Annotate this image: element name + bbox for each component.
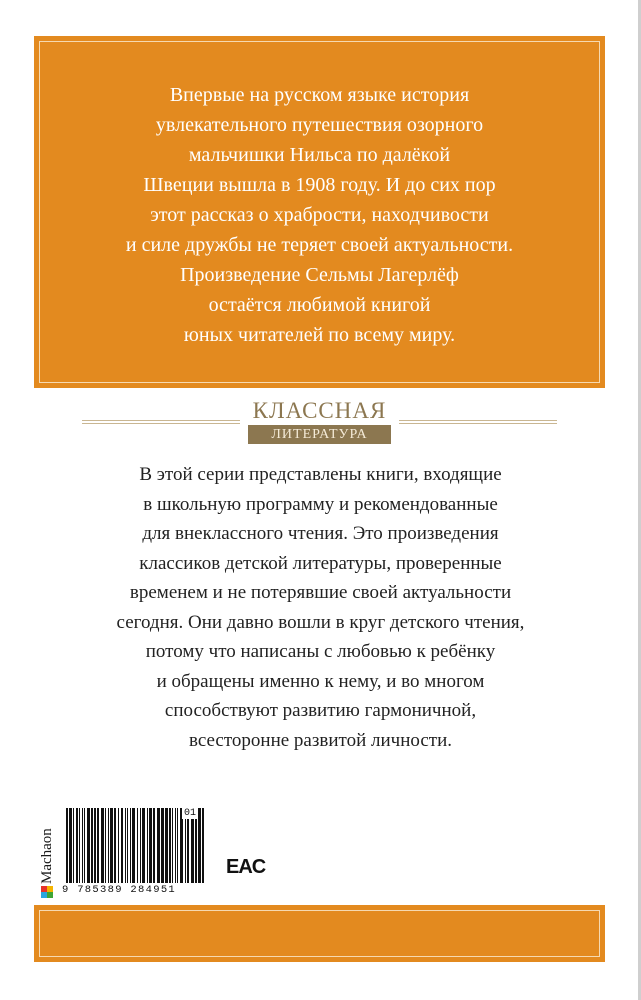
barcode-bar xyxy=(157,808,160,883)
barcode-bar xyxy=(130,808,131,883)
barcode-bar xyxy=(66,808,68,883)
annotation-line: увлекательного путешествия озорного xyxy=(155,114,484,136)
barcode-bar xyxy=(87,808,90,883)
barcode-digits: 9 785389 284951 xyxy=(62,884,177,896)
annotation-line: мальчишки Нильса по далёкой xyxy=(188,144,451,166)
bottom-strip-frame xyxy=(39,910,600,957)
barcode-bar xyxy=(202,808,204,883)
bottom-decor-strip xyxy=(34,905,605,962)
barcode-bar xyxy=(108,808,109,883)
series-title: КЛАССНАЯ xyxy=(252,398,387,423)
isbn-barcode xyxy=(64,808,206,883)
annotation-line: Впервые на русском языке история xyxy=(169,84,470,106)
description-line: способствуют развитию гармоничной, xyxy=(164,700,477,721)
series-description xyxy=(0,460,641,755)
barcode-bar xyxy=(84,808,85,883)
description-line: и обращены именно к нему, и во многом xyxy=(156,670,485,692)
barcode-bar xyxy=(105,808,106,883)
barcode-bar xyxy=(140,808,141,883)
barcode-bar xyxy=(142,808,145,883)
barcode-bar xyxy=(114,808,116,883)
barcode-bar xyxy=(97,808,99,883)
barcode-bar xyxy=(187,808,189,883)
barcode-bar xyxy=(180,808,183,883)
barcode-bar xyxy=(177,808,178,883)
barcode-bar xyxy=(195,808,197,883)
barcode-bar xyxy=(191,808,194,883)
description-line: временем и не потерявшие своей актуальности xyxy=(129,582,512,603)
description-line: классиков детской литературы, проверенные xyxy=(139,552,502,574)
barcode-bar xyxy=(161,808,164,883)
barcode-addon: 01 xyxy=(184,808,197,819)
description-line: всесторонне развитой личности. xyxy=(189,729,452,751)
publisher-logo-icon xyxy=(41,886,53,898)
annotation-line: этот рассказ о храбрости, находчивости xyxy=(150,204,489,226)
barcode-bar xyxy=(118,808,119,883)
barcode-bar xyxy=(147,808,148,883)
barcode-bar xyxy=(175,808,176,883)
annotation-line: Швеции вышла в 1908 году. И до сих пор xyxy=(143,174,496,196)
description-line: в школьную программу и рекомендованные xyxy=(143,493,498,515)
description-line: сегодня. Они давно вошли в круг детского чтения, xyxy=(116,611,525,633)
barcode-bar xyxy=(69,808,72,883)
publisher-logo xyxy=(36,808,58,898)
barcode-bar xyxy=(185,808,186,883)
barcode-bar xyxy=(198,808,201,883)
series-subtitle-plate: ЛИТЕРАТУРА xyxy=(248,425,391,444)
barcode-bar xyxy=(73,808,74,883)
annotation-line: юных читателей по всему миру. xyxy=(183,324,456,346)
annotation-text xyxy=(34,80,605,350)
publisher-name: Machaon xyxy=(39,828,55,884)
barcode-bar xyxy=(121,808,123,883)
barcode-bar xyxy=(79,808,80,883)
barcode-bar xyxy=(132,808,135,883)
annotation-panel xyxy=(34,36,605,388)
description-line: для внеклассного чтения. Это произведения xyxy=(142,523,499,544)
barcode-bar xyxy=(169,808,171,883)
barcode-bar xyxy=(172,808,173,883)
barcode-bar xyxy=(91,808,93,883)
barcode-bar xyxy=(165,808,168,883)
description-line: В этой серии представлены книги, входящие xyxy=(139,464,502,485)
annotation-line: и силе дружбы не теряет своей актуальности. xyxy=(125,234,514,256)
barcode-bar xyxy=(153,808,155,883)
eac-certification-mark: EAC xyxy=(226,856,266,878)
barcode-bar xyxy=(149,808,152,883)
annotation-line: остаётся любимой книгой xyxy=(208,294,431,316)
logo-quadrant xyxy=(47,892,53,898)
barcode-bar xyxy=(137,808,138,883)
barcode-bar xyxy=(82,808,83,883)
barcode-bars xyxy=(64,808,206,883)
barcode-bar xyxy=(125,808,126,883)
series-emblem xyxy=(82,398,557,448)
barcode-bar xyxy=(110,808,113,883)
barcode-bar xyxy=(76,808,78,883)
barcode-bar xyxy=(101,808,104,883)
barcode-bar xyxy=(94,808,96,883)
barcode-bar xyxy=(127,808,128,883)
annotation-line: Произведение Сельмы Лагерлёф xyxy=(180,264,459,286)
description-line: потому что написаны с любовью к ребёнку xyxy=(145,641,496,662)
